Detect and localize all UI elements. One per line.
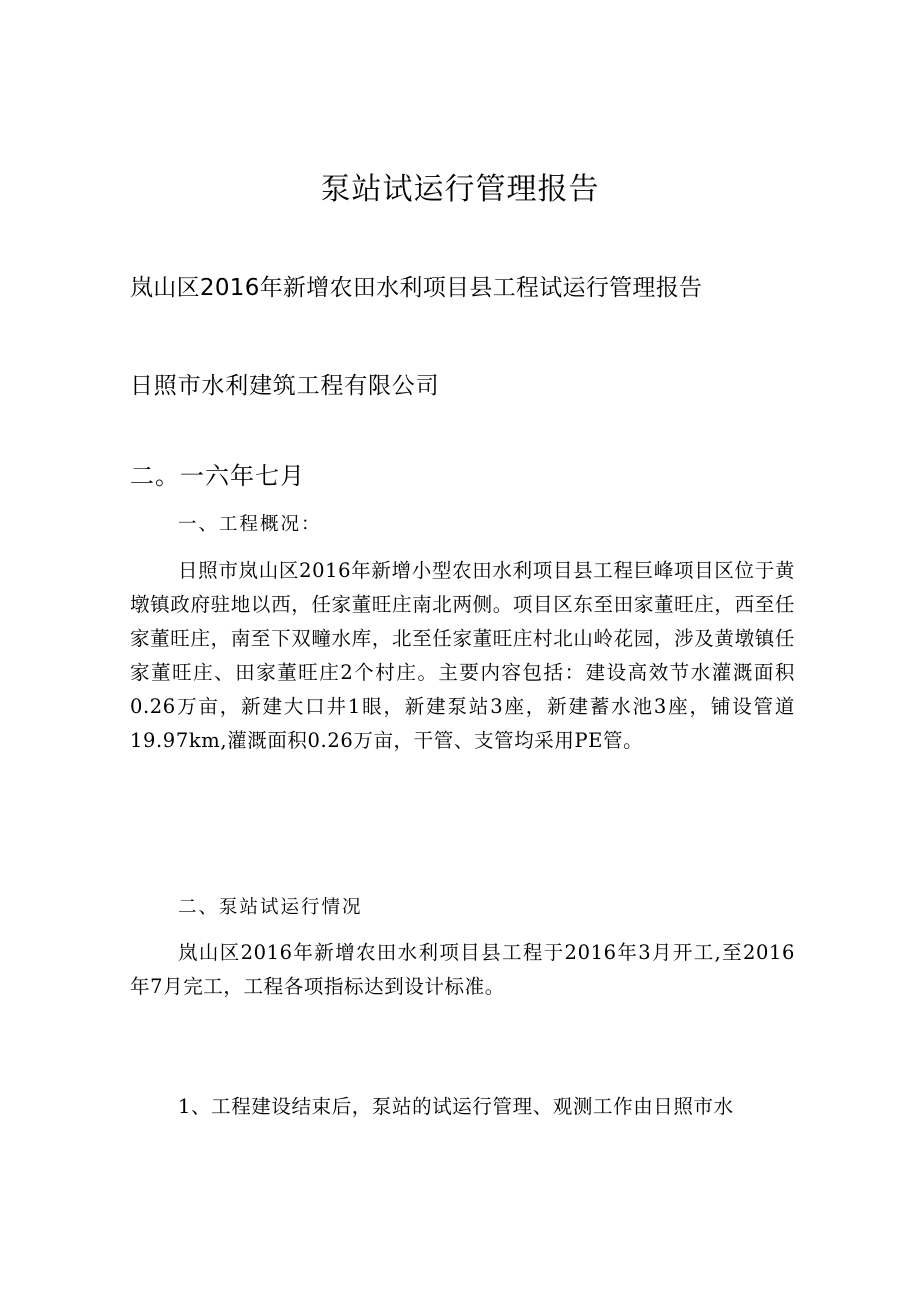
report-title: 泵站试运行管理报告 [320,172,600,207]
section-2-label: 二、泵站试运行情况 [178,897,363,918]
report-date: 二。一六年七月 [130,462,305,490]
section-2-paragraph: 岚山区2016年新增农田水利项目县工程于2016年3月开工,至2016年7月完工，工程各项指标达到设计标准。 [130,941,795,998]
project-heading: 岚山区2016年新增农田水利项目县工程试运行管理报告 [130,275,703,301]
section-1-label: 一、工程概况： [178,514,322,535]
company-name: 日照市水利建筑工程有限公司 [130,373,440,399]
item-1-paragraph: 1、工程建设结束后，泵站的试运行管理、观测工作由日照市水 [178,1095,734,1118]
section-1-paragraph: 日照市岚山区2016年新增小型农田水利项目县工程巨峰项目区位于黄墩镇政府驻地以西，任家董旺庄南北两侧。项目区东至田家董旺庄，西至任家董旺庄，南至下双疃水库，北至任家董旺庄村北山岭花园，涉及黄墩镇任家董旺庄、田家董旺庄2个村庄。主要内容包括：建设高效节水灌溉面积0.26万亩，新建大口井1眼，新建泵站3座，新建蓄水池3座，铺设管道19.97km,灌溉面积0.26万亩，干管、支管均采用PE管。 [130,559,795,752]
